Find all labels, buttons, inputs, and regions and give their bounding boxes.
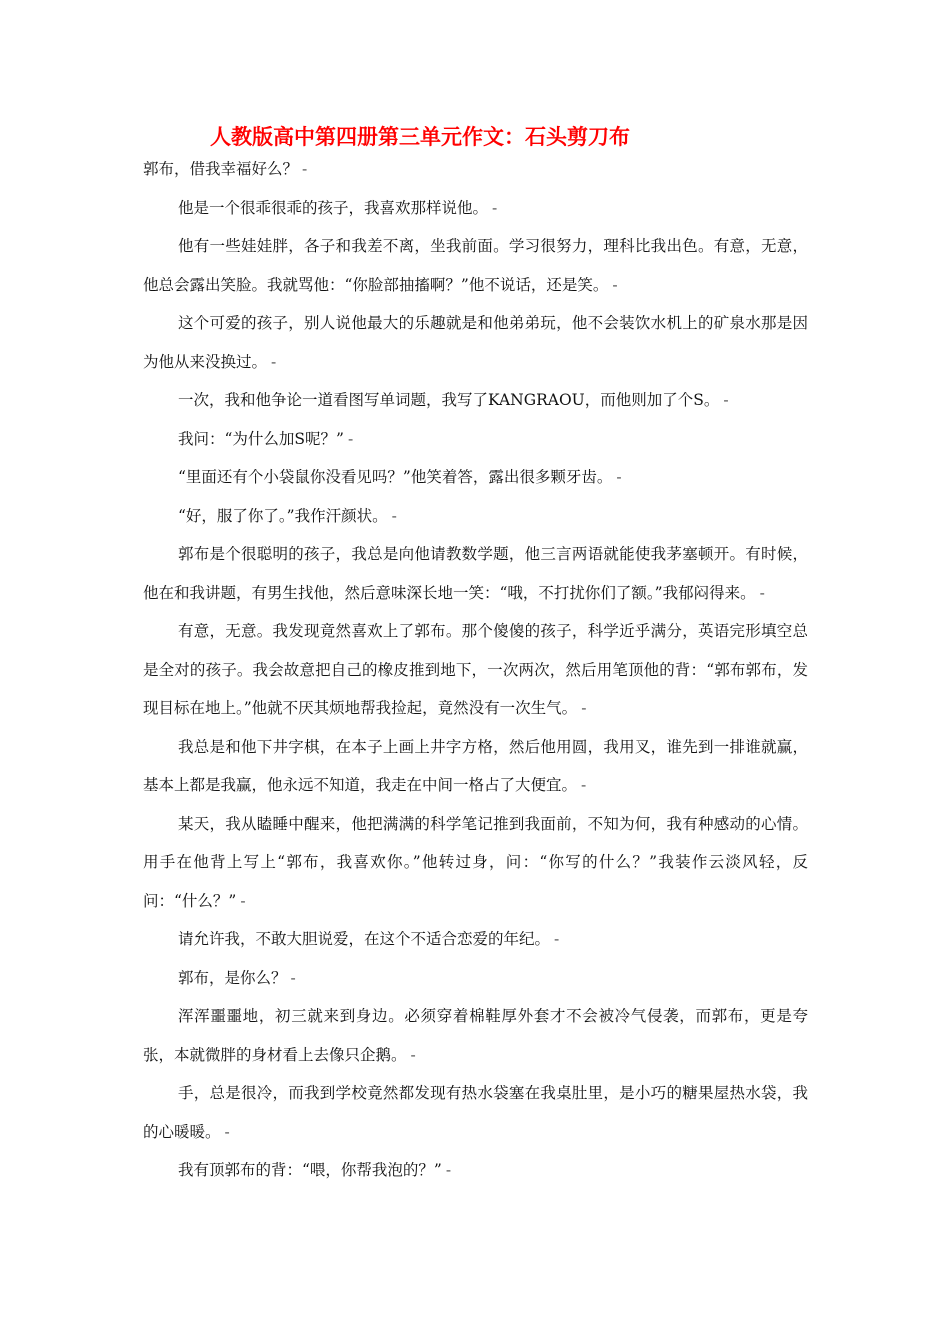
paragraph-text: 一次，我和他争论一道看图写单词题，我写了KANGRAOU，而他则加了个S。: [178, 391, 720, 409]
paragraph-mark: -: [290, 968, 296, 987]
paragraph-mark: -: [240, 891, 246, 910]
paragraph-mark: -: [302, 160, 308, 178]
paragraph: [143, 805, 808, 921]
paragraph-text: 我问：“为什么加S呢？”: [178, 429, 344, 448]
paragraph-mark: -: [347, 429, 354, 448]
paragraph-mark: -: [391, 506, 397, 525]
paragraph-text: “里面还有个小袋鼠你没看见吗？”他笑着答，露出很多颗牙齿。: [178, 468, 613, 486]
paragraph-text: “好，服了你了。”我作汗颜状。: [178, 506, 388, 525]
paragraph: [143, 959, 808, 998]
paragraph-text: 有意，无意。我发现竟然喜欢上了郭布。那个傻傻的孩子，科学近乎满分，英语完形填空总是全对的孩子。我会故意把自己的橡皮推到地下，一次两次，然后用笔顶他的背：“郭布郭布，发现目标在地上。”他就不厌其烦地帮我捡起，竟然没有一次生气。: [143, 622, 808, 717]
paragraph: [143, 304, 808, 381]
paragraph-text: 郭布，是你么？: [178, 968, 287, 987]
paragraph-mark: -: [616, 468, 622, 486]
paragraph-mark: -: [224, 1122, 230, 1141]
paragraph: [143, 227, 808, 304]
paragraph-mark: -: [581, 776, 587, 794]
paragraph-text: 这个可爱的孩子，别人说他最大的乐趣就是和他弟弟玩，他不会装饮水机上的矿泉水那是因为他从来没换过。: [143, 314, 808, 371]
paragraph-text: 手，总是很冷，而我到学校竟然都发现有热水袋塞在我桌肚里，是小巧的糖果屋热水袋，我的心暖暖。: [143, 1084, 808, 1141]
paragraph: [143, 420, 808, 459]
paragraph-text: 郭布是个很聪明的孩子，我总是向他请教数学题，他三言两语就能使我茅塞顿开。有时候，他在和我讲题，有男生找他，然后意味深长地一笑：“哦，不打扰你们了额。”我郁闷得来。: [143, 545, 808, 602]
paragraph-mark: -: [410, 1045, 416, 1064]
paragraph-mark: -: [612, 275, 618, 294]
document-title: 人教版高中第四册第三单元作文：石头剪刀布: [210, 124, 630, 149]
paragraph-text: 请允许我，不敢大胆说爱，在这个不适合恋爱的年纪。: [178, 930, 551, 948]
paragraph-text: 某天，我从瞌睡中醒来，他把满满的科学笔记推到我面前，不知为何，我有种感动的心情。用手在他背上写上“郭布，我喜欢你。”他转过身，问：“你写的什么？”我装作云淡风轻，反问：“什么？”: [143, 814, 808, 910]
paragraph-text: 他有一些娃娃胖，各子和我差不离，坐我前面。学习很努力，理科比我出色。有意，无意，他总会露出笑脸。我就骂他：“你脸部抽搐啊？”他不说话，还是笑。: [143, 237, 808, 294]
paragraph-text: 他是一个很乖很乖的孩子，我喜欢那样说他。: [178, 198, 489, 217]
paragraph-text: 郭布，借我幸福好么？: [143, 160, 299, 178]
paragraph: [143, 728, 808, 805]
paragraph: [143, 150, 808, 189]
paragraph: [143, 535, 808, 612]
paragraph: [143, 612, 808, 728]
paragraph: [143, 189, 808, 228]
paragraph: [143, 497, 808, 536]
paragraph-mark: -: [271, 352, 277, 371]
document-body: [143, 150, 808, 1190]
paragraph: [143, 1151, 808, 1190]
paragraph: [143, 381, 808, 420]
paragraph: [143, 1074, 808, 1151]
paragraph: [143, 920, 808, 959]
paragraph-mark: -: [759, 583, 765, 602]
paragraph-mark: -: [581, 699, 587, 717]
paragraph-mark: -: [554, 930, 560, 948]
paragraph: [143, 458, 808, 497]
paragraph-mark: -: [492, 198, 498, 217]
paragraph-mark: -: [723, 391, 729, 409]
paragraph-text: 我有顶郭布的背：“喂，你帮我泡的？”: [178, 1161, 442, 1179]
paragraph-text: 我总是和他下井字棋，在本子上画上井字方格，然后他用圆，我用叉，谁先到一排谁就赢，基本上都是我赢，他永远不知道，我走在中间一格占了大便宜。: [143, 737, 808, 794]
paragraph: [143, 997, 808, 1074]
paragraph-mark: -: [445, 1161, 452, 1179]
paragraph-text: 浑浑噩噩地，初三就来到身边。必须穿着棉鞋厚外套才不会被冷气侵袭，而郭布，更是夸张，本就微胖的身材看上去像只企鹅。: [143, 1007, 808, 1064]
